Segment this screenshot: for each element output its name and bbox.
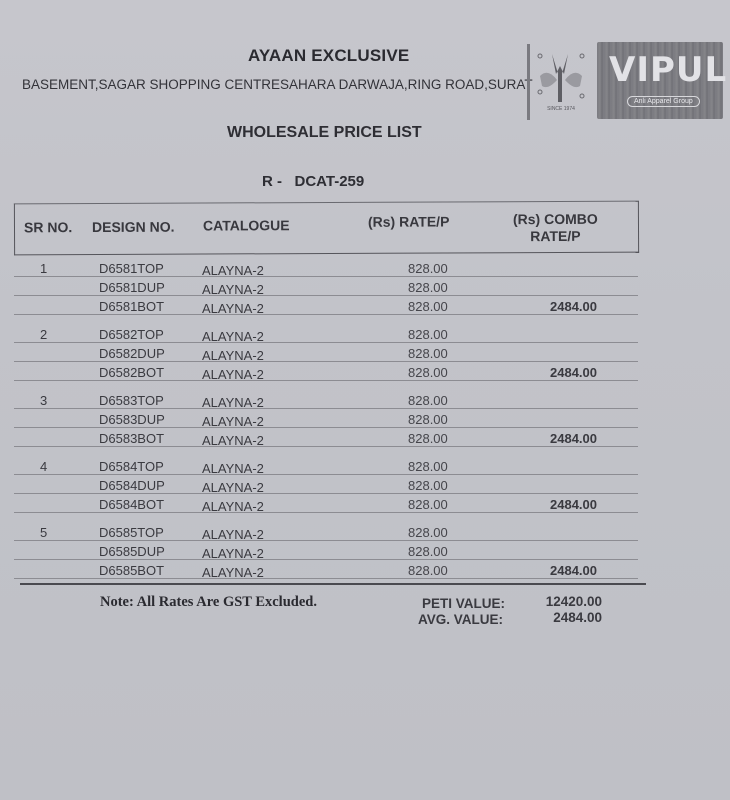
design-no: D6582BOT: [99, 365, 165, 380]
brand-emblem-logo: [527, 44, 592, 120]
catalogue: ALAYNA-2: [202, 282, 264, 297]
design-no: D6582TOP: [99, 327, 164, 342]
table-row: [14, 296, 638, 315]
table-row: [14, 522, 638, 541]
catalogue: ALAYNA-2: [202, 263, 264, 278]
design-no: D6584TOP: [99, 459, 164, 474]
table-bottom-rule: [20, 583, 646, 585]
rate: 828.00: [408, 327, 448, 342]
brand-name: VIPUL: [609, 50, 728, 90]
catalogue: ALAYNA-2: [202, 433, 264, 448]
table-row: [14, 277, 638, 296]
design-no: D6582DUP: [99, 346, 165, 361]
rate: 828.00: [408, 478, 448, 493]
column-header-sr-no: SR NO.: [23, 219, 73, 236]
column-header-catalogue: CATALOGUE: [202, 217, 290, 234]
combo-header-line2: RATE/P: [530, 227, 581, 245]
design-no: D6585DUP: [99, 544, 165, 559]
rate: 828.00: [408, 346, 448, 361]
price-table-body: [14, 258, 638, 588]
table-row: [14, 362, 638, 381]
tulip-butterfly-logo-icon: [530, 44, 592, 120]
catalogue: ALAYNA-2: [202, 329, 264, 344]
sr-no: 5: [40, 525, 48, 540]
table-row: [14, 428, 638, 447]
catalogue: ALAYNA-2: [202, 480, 264, 495]
rate: 828.00: [408, 299, 448, 314]
combo-rate: 2484.00: [550, 563, 597, 578]
rate: 828.00: [408, 525, 448, 540]
table-row: [14, 475, 638, 494]
design-no: D6584DUP: [99, 478, 165, 493]
table-row: [14, 343, 638, 362]
sr-no: 1: [40, 261, 48, 276]
table-row: [14, 494, 638, 513]
company-address: BASEMENT,SAGAR SHOPPING CENTRESAHARA DARWAJA,RING ROAD,SURAT: [22, 77, 533, 92]
table-row: [14, 390, 638, 409]
table-row: [14, 456, 638, 475]
avg-value: 2484.00: [553, 610, 602, 625]
combo-rate: 2484.00: [550, 431, 597, 446]
catalogue: ALAYNA-2: [202, 301, 264, 316]
design-group: [14, 324, 638, 381]
design-group: [14, 390, 638, 447]
rate: 828.00: [408, 393, 448, 408]
catalogue: ALAYNA-2: [202, 499, 264, 514]
catalogue: ALAYNA-2: [202, 546, 264, 561]
vipul-brand-logo: [597, 42, 728, 119]
combo-rate: 2484.00: [550, 299, 597, 314]
rate: 828.00: [408, 261, 448, 276]
design-group: [14, 456, 638, 513]
sr-no: 2: [40, 327, 48, 342]
table-row: [14, 258, 638, 277]
design-no: D6581DUP: [99, 280, 165, 295]
rate: 828.00: [408, 497, 448, 512]
combo-rate: 2484.00: [550, 365, 597, 380]
rate: 828.00: [408, 412, 448, 427]
company-name: AYAAN EXCLUSIVE: [248, 46, 410, 65]
combo-rate: 2484.00: [550, 497, 597, 512]
peti-value: 12420.00: [545, 594, 602, 609]
design-group: [14, 522, 638, 579]
column-header-rate: (Rs) RATE/P: [367, 213, 450, 230]
sr-no: 4: [40, 459, 48, 474]
catalogue: ALAYNA-2: [202, 367, 264, 382]
design-no: D6585TOP: [99, 525, 164, 540]
catalogue: ALAYNA-2: [202, 527, 264, 542]
rate: 828.00: [408, 431, 448, 446]
rate: 828.00: [408, 459, 448, 474]
brand-tagline: Anli Apparel Group: [627, 96, 700, 107]
gst-note: Note: All Rates Are GST Excluded.: [100, 594, 317, 610]
design-no: D6583TOP: [99, 393, 164, 408]
avg-value-label: AVG. VALUE:: [418, 612, 504, 627]
rate: 828.00: [408, 365, 448, 380]
design-no: D6585BOT: [99, 563, 165, 578]
rate: 828.00: [408, 563, 448, 578]
peti-value-label: PETI VALUE:: [422, 596, 506, 611]
rate: 828.00: [408, 280, 448, 295]
svg-text:SINCE 1974: SINCE 1974: [547, 106, 575, 112]
design-no: D6583DUP: [99, 412, 165, 427]
design-no: D6583BOT: [99, 431, 165, 446]
design-no: D6584BOT: [99, 497, 165, 512]
catalogue: ALAYNA-2: [202, 395, 264, 410]
table-row: [14, 324, 638, 343]
catalogue: ALAYNA-2: [202, 414, 264, 429]
rate: 828.00: [408, 544, 448, 559]
catalogue: ALAYNA-2: [202, 565, 264, 580]
table-row: [14, 409, 638, 428]
design-no: D6581TOP: [99, 261, 164, 276]
design-no: D6581BOT: [99, 299, 165, 314]
catalogue: ALAYNA-2: [202, 348, 264, 363]
catalog-reference: R - DCAT-259: [262, 173, 365, 190]
combo-header-line1: (Rs) COMBO: [512, 210, 598, 228]
sr-no: 3: [40, 393, 48, 408]
catalogue: ALAYNA-2: [202, 461, 264, 476]
table-header: [14, 201, 639, 256]
table-row: [14, 541, 638, 560]
column-header-design-no: DESIGN NO.: [91, 218, 175, 236]
table-row: [14, 560, 638, 579]
design-group: [14, 258, 638, 315]
document-title: WHOLESALE PRICE LIST: [227, 124, 422, 141]
column-header-combo-rate: [513, 211, 598, 245]
